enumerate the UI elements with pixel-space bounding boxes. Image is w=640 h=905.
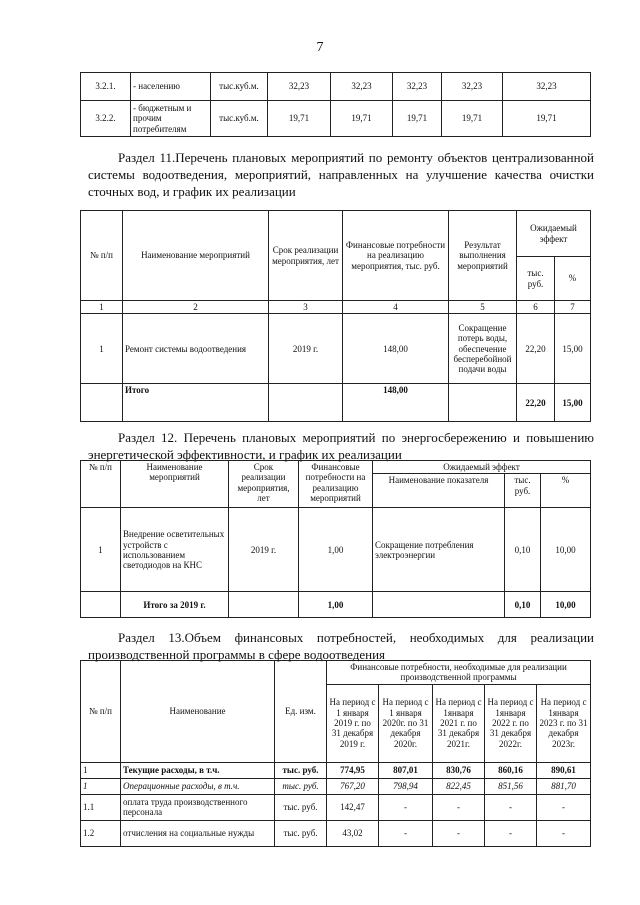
table-section-13: № п/п Наименование Ед. изм. Финансовые потребности, необходимые для реализации производственной программы На период с 1 января 2019 г. по 31 декабря 2019 г. На период с 1 января 2020г. по 31 декабря 2020г. На период с 1января 2021 г. по 31 декабря 2021г. На период с 1января 2022 г. по 31 декабря 2022г. На период с 1января 2023 г. по 31 декабря 2023г. 1 Текущие расходы, в т.ч. тыс. руб. 774,95 807,01 830,76 860,16 890,61 1 Операционные расходы, в т.ч. тыс. руб. 767,20 798,94 822,45 851,56 881,70 1.1 оплата труда производственного персонала тыс. руб. 142,47 - - - - 1.2 отчисления на социальные нужды тыс. руб. 43,02 - - - - <box>80 660 591 847</box>
table-row: 1 Внедрение осветительных устройств с использованием светодиодов на КНС 2019 г. 1,00 Сокращение потребления электроэнергии 0,10 10,00 <box>81 508 591 592</box>
table-row: 3.2.2. - бюджетным и прочим потребителям тыс.куб.м. 19,71 19,71 19,71 19,71 19,71 <box>81 101 591 137</box>
table-row: 1 Ремонт системы водоотведения 2019 г. 148,00 Сокращение потерь воды, обеспечение бесперебойной подачи воды 22,20 15,00 <box>81 314 591 384</box>
total-row: Итого 148,00 22,20 15,00 <box>81 384 591 422</box>
table-row: 1.2 отчисления на социальные нужды тыс. руб. 43,02 - - - - <box>81 820 591 846</box>
total-row: Итого за 2019 г. 1,00 0,10 10,00 <box>81 592 591 618</box>
table-volume-continuation <box>80 72 591 137</box>
section-11-heading: Раздел 11.Перечень плановых мероприятий по ремонту объектов централизованной системы водоотведения, мероприятий, направленных на улучшение качества очистки сточных вод, и график их реализации <box>88 150 594 199</box>
table-row: 1.1 оплата труда производственного персонала тыс. руб. 142,47 - - - - <box>81 794 591 820</box>
section-12-heading: Раздел 12. Перечень плановых мероприятий по энергосбережению и повышению энергетической эффективности, и график их реализации <box>88 430 594 462</box>
column-numbers-row: 1 2 3 4 5 6 7 <box>81 301 591 314</box>
table-section-12: № п/п Наименование мероприятий Срок реализации мероприятия, лет Финансовые потребности на реализацию мероприятий Ожидаемый эффект Наименование показателя тыс. руб. % 1 Внедрение осветительных устройств с использованием светодиодов на КНС 2019 г. 1,00 Сокращение потребления электроэнергии 0,10 10,00 Итого за 2019 г. 1,00 0,10 10,00 <box>80 460 591 618</box>
table-row: 1 Операционные расходы, в т.ч. тыс. руб. 767,20 798,94 822,45 851,56 881,70 <box>81 778 591 794</box>
table-row: 1 Текущие расходы, в т.ч. тыс. руб. 774,95 807,01 830,76 860,16 890,61 <box>81 762 591 778</box>
page-number: 7 <box>316 40 324 55</box>
table-section-11: № п/п Наименование мероприятий Срок реализации мероприятия, лет Финансовые потребности на реализацию мероприятия, тыс. руб. Результат выполнения мероприятий Ожидаемый эффект тыс. руб. % 1 2 3 4 5 6 7 1 Ремонт системы водоотведения 2019 г. 148,00 Сокращение потерь воды, обеспечение бесперебойной подачи воды 22,20 15,00 Итого 148,00 22,20 15,00 <box>80 210 591 422</box>
section-13-heading: Раздел 13.Объем финансовых потребностей, необходимых для реализации производственной программы в сфере водоотведения <box>88 630 594 662</box>
table-row: 3.2.1. - населению тыс.куб.м. 32,23 32,23 32,23 32,23 32,23 <box>81 73 591 101</box>
